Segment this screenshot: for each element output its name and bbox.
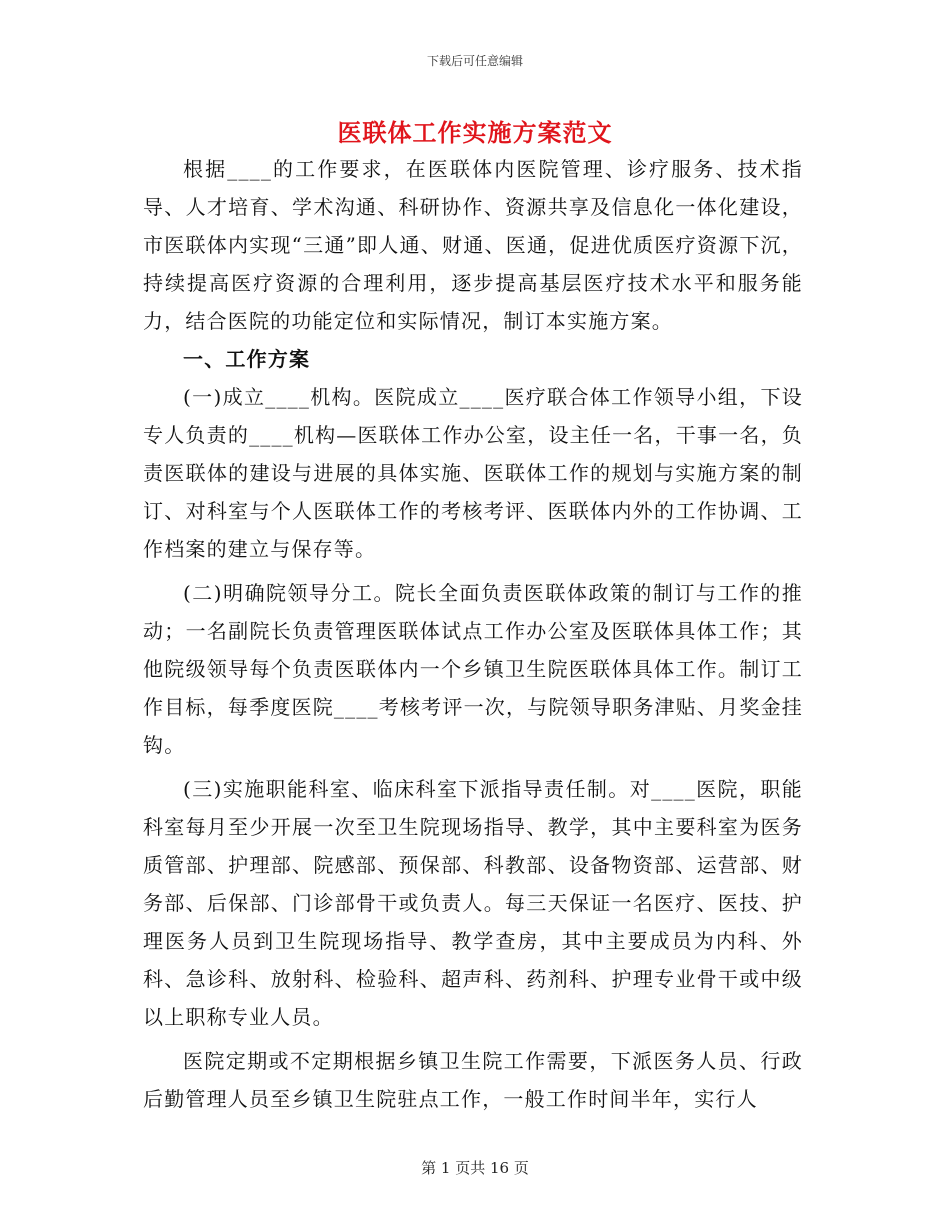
paragraph-4: 医院定期或不定期根据乡镇卫生院工作需要，下派医务人员、行政后勤管理人员至乡镇卫生院驻点工作，一般工作时间半年，实行人: [143, 1049, 803, 1111]
intro-paragraph: 根据____的工作要求，在医联体内医院管理、诊疗服务、技术指导、人才培育、学术沟通、科研协作、资源共享及信息化一体化建设，市医联体内实现“三通”即人通、财通、医通，促进优质医疗资源下沉，持续提高医疗资源的合理利用，逐步提高基层医疗技术水平和服务能力，结合医院的功能定位和实际情况，制订本实施方案。: [143, 157, 803, 333]
paragraph-1: (一)成立____机构。医院成立____医疗联合体工作领导小组，下设专人负责的____机构—医联体工作办公室，设主任一名，干事一名，负责医联体的建设与进展的具体实施、医联体工作的规划与实施方案的制订、对科室与个人医联体工作的考核考评、医联体内外的工作协调、工作档案的建立与保存等。: [143, 385, 803, 561]
paragraph-2: (二)明确院领导分工。院长全面负责医联体政策的制订与工作的推动；一名副院长负责管理医联体试点工作办公室及医联体具体工作；其他院级领导每个负责医联体内一个乡镇卫生院医联体具体工作。制订工作目标，每季度医院____考核考评一次，与院领导职务津贴、月奖金挂钩。: [143, 581, 803, 757]
document-title: 医联体工作实施方案范文: [337, 118, 613, 147]
document-body: [143, 150, 803, 1118]
page-number: 第 1 页共 16 页: [421, 1159, 529, 1177]
paragraph-3: (三)实施职能科室、临床科室下派指导责任制。对____医院，职能科室每月至少开展一次至卫生院现场指导、教学，其中主要科室为医务质管部、护理部、院感部、预保部、科教部、设备物资部、运营部、财务部、后保部、门诊部骨干或负责人。每三天保证一名医疗、医技、护理医务人员到卫生院现场指导、教学查房，其中主要成员为内科、外科、急诊科、放射科、检验科、超声科、药剂科、护理专业骨干或中级以上职称专业人员。: [143, 777, 803, 1029]
header-note: 下载后可任意编辑: [426, 54, 523, 68]
section-heading: 一、工作方案: [183, 347, 311, 371]
